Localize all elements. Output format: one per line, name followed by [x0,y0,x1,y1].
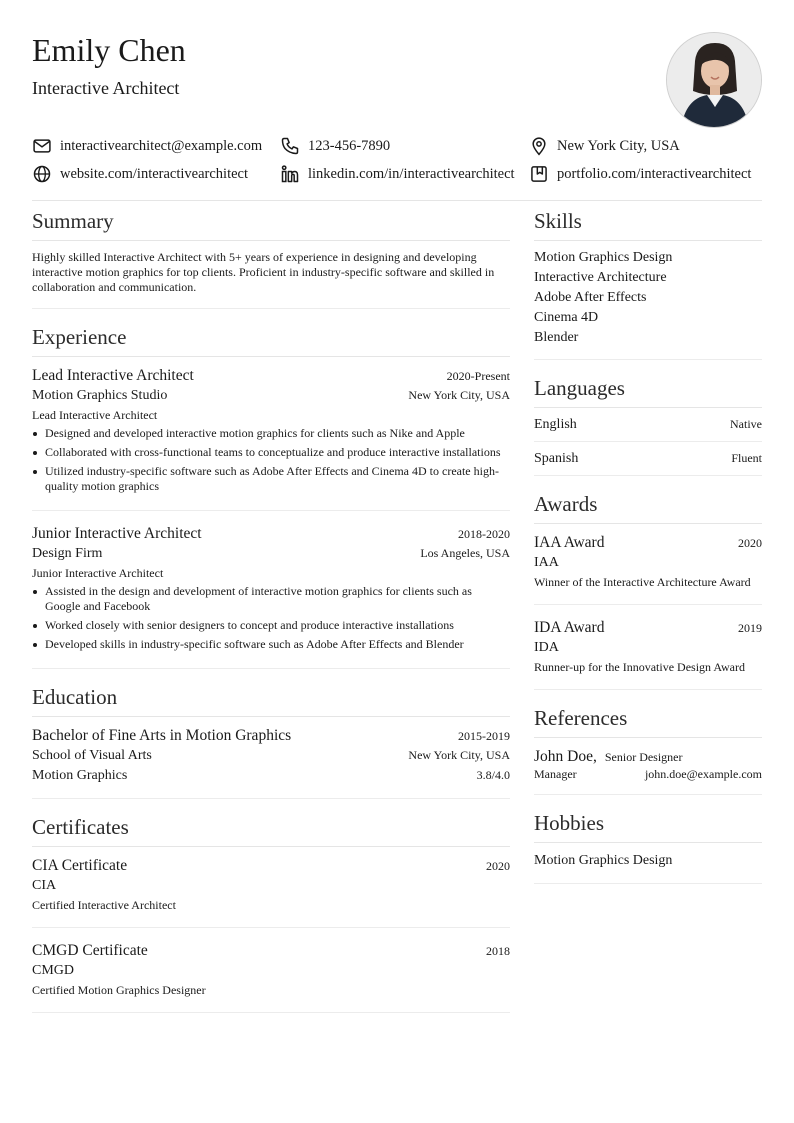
candidate-name: Emily Chen [32,32,186,68]
reference-entry [534,738,762,795]
job-location: New York City, USA [408,388,510,402]
mail-icon [32,136,52,156]
phone-icon [280,136,300,156]
experience-section [32,323,510,669]
job-bullet: Assisted in the design and development of interactive motion graphics for clients such as Google and Facebook [32,584,510,614]
job-dates: 2020-Present [446,369,510,383]
skill-item: Blender [534,330,579,345]
certificate-year: 2020 [486,859,510,873]
award-entry [534,605,762,690]
contact-location-text: New York City, USA [557,137,680,154]
contact-website-text: website.com/interactivearchitect [60,165,249,182]
contact-website[interactable] [32,164,248,184]
languages-title: Languages [534,374,762,408]
certificate-description: Certified Motion Graphics Designer [32,983,206,997]
summary-title: Summary [32,207,510,241]
award-issuer: IAA [534,555,559,570]
job-bullets [32,584,510,652]
job-subtitle: Junior Interactive Architect [32,566,164,580]
skill-item: Adobe After Effects [534,290,647,305]
job-bullet: Utilized industry-specific software such as Adobe After Effects and Cinema 4D to create high-quality motion graphics [32,464,510,494]
experience-entry [32,511,510,669]
certificate-year: 2018 [486,944,510,958]
contact-email-text: interactivearchitect@example.com [60,137,263,154]
job-bullet: Worked closely with senior designers to concept and produce interactive installations [32,618,510,633]
field-of-study: Motion Graphics [32,768,128,783]
awards-title: Awards [534,490,762,524]
portfolio-icon [529,164,549,184]
language-level: Native [730,417,762,431]
resume-header [32,0,762,130]
education-section [32,683,510,799]
award-year: 2020 [738,536,762,550]
main-column [32,207,510,1013]
skill-item: Motion Graphics Design [534,250,673,265]
hobby-list [534,843,762,884]
hobbies-title: Hobbies [534,809,762,843]
summary-text: Highly skilled Interactive Architect with 5+ years of experience in designing and developing interactive motion graphics for top clients. Proficient in industry-specific software and skilled in collaboration and communication. [32,241,510,309]
job-bullet: Collaborated with cross-functional teams to conceptualize and produce interactive installations [32,445,510,460]
contact-phone[interactable] [280,136,390,156]
award-entry [534,524,762,605]
education-title: Education [32,683,510,717]
school-location: New York City, USA [408,748,510,762]
job-position: Junior Interactive Architect [32,525,202,542]
contact-linkedin-text: linkedin.com/in/interactivearchitect [308,165,515,182]
profile-photo [666,32,762,128]
globe-icon [32,164,52,184]
award-description: Runner-up for the Innovative Design Award [534,660,745,674]
award-name: IDA Award [534,619,605,636]
awards-section [534,490,762,690]
languages-section [534,374,762,476]
job-company: Design Firm [32,546,103,561]
hobby-item: Motion Graphics Design [534,853,673,868]
certificates-title: Certificates [32,813,510,847]
job-position: Lead Interactive Architect [32,367,194,384]
contact-email[interactable] [32,136,262,156]
skill-item: Interactive Architecture [534,270,667,285]
contact-portfolio[interactable] [529,164,751,184]
education-entry [32,717,510,799]
language-row [534,442,762,476]
job-bullet: Designed and developed interactive motion graphics for clients such as Nike and Apple [32,426,510,441]
candidate-role: Interactive Architect [32,78,180,98]
certificate-issuer: CMGD [32,963,75,978]
skills-list [534,241,762,360]
contact-portfolio-text: portfolio.com/interactivearchitect [557,165,752,182]
contact-linkedin[interactable] [280,164,515,184]
gpa: 3.8/4.0 [476,768,510,782]
references-section [534,704,762,795]
contact-phone-text: 123-456-7890 [308,137,391,154]
certificates-section [32,813,510,1013]
award-year: 2019 [738,621,762,635]
summary-section [32,207,510,309]
job-location: Los Angeles, USA [420,546,510,560]
certificate-description: Certified Interactive Architect [32,898,176,912]
job-company: Motion Graphics Studio [32,388,168,403]
language-name: English [534,417,577,432]
skills-title: Skills [534,207,762,241]
contact-location [529,136,680,156]
certificate-entry [32,928,510,1013]
language-row [534,408,762,442]
skill-item: Cinema 4D [534,310,599,325]
experience-title: Experience [32,323,510,357]
degree-name: Bachelor of Fine Arts in Motion Graphics [32,727,292,744]
education-dates: 2015-2019 [458,729,510,743]
hobbies-section [534,809,762,884]
skills-section [534,207,762,360]
certificate-entry [32,847,510,928]
profile-photo-illustration [667,33,762,128]
location-pin-icon [529,136,549,156]
reference-position: Senior Designer [604,750,683,764]
side-column [534,207,762,884]
school-name: School of Visual Arts [32,748,152,763]
language-level: Fluent [731,451,762,465]
award-issuer: IDA [534,640,559,655]
award-name: IAA Award [534,534,605,551]
job-dates: 2018-2020 [458,527,510,541]
certificate-issuer: CIA [32,878,57,893]
experience-entry [32,357,510,511]
linkedin-icon [280,164,300,184]
job-subtitle: Lead Interactive Architect [32,408,158,422]
certificate-name: CMGD Certificate [32,942,148,959]
reference-relation: Manager [534,767,577,781]
reference-email[interactable]: john.doe@example.com [644,767,762,781]
language-name: Spanish [534,451,579,466]
references-title: References [534,704,762,738]
certificate-name: CIA Certificate [32,857,128,874]
job-bullet: Developed skills in industry-specific software such as Adobe After Effects and Blender [32,637,510,652]
job-bullets [32,426,510,494]
reference-name: John Doe, [534,748,597,765]
resume-page [32,0,762,997]
header-divider [32,200,762,201]
award-description: Winner of the Interactive Architecture Award [534,575,751,589]
